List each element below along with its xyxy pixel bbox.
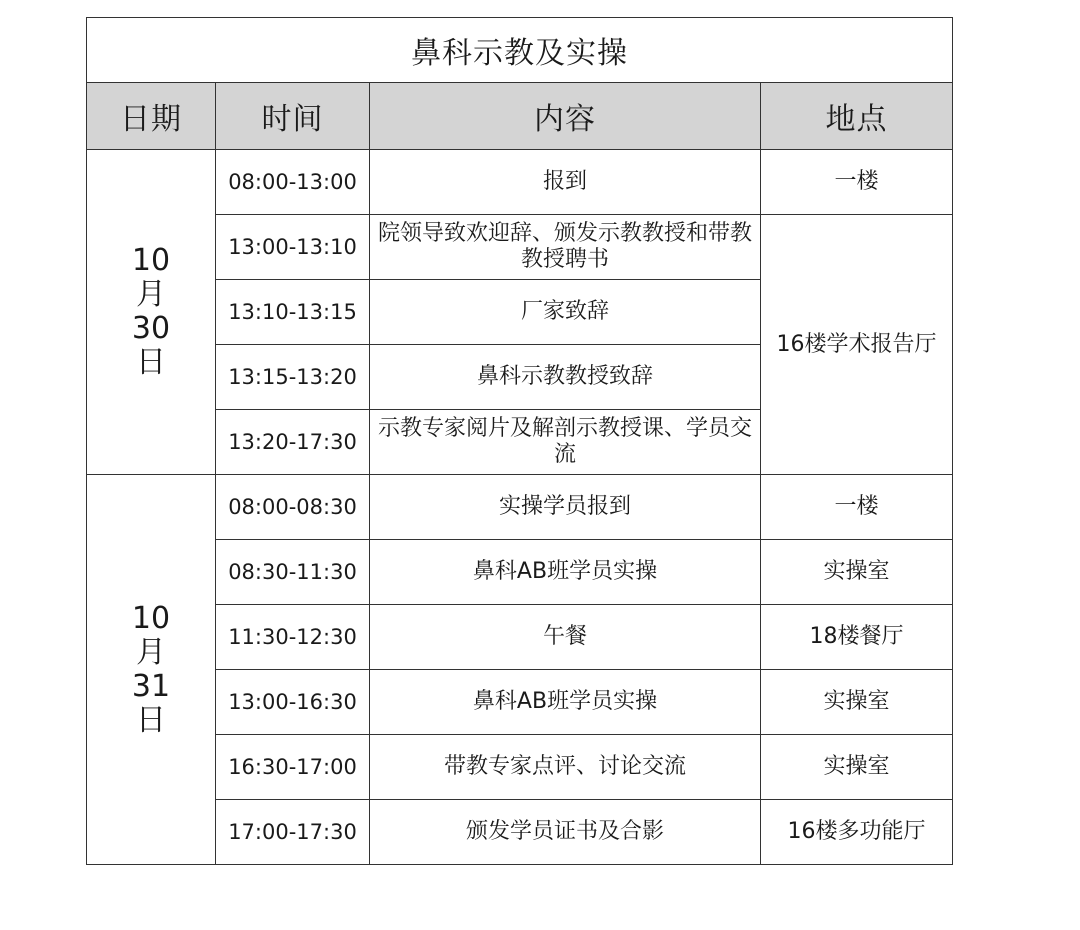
date-part: 10 — [131, 243, 171, 278]
table-title: 鼻科示教及实操 — [87, 18, 953, 83]
content-cell: 鼻科AB班学员实操 — [370, 670, 761, 735]
table-row — [87, 215, 953, 280]
title-row — [87, 18, 953, 83]
location-cell: 16楼学术报告厅 — [761, 215, 953, 475]
table-row — [87, 735, 953, 800]
header-date: 日期 — [87, 83, 216, 150]
time-cell: 17:00-17:30 — [216, 800, 370, 865]
content-cell: 报到 — [370, 150, 761, 215]
time-cell: 16:30-17:00 — [216, 735, 370, 800]
date-cell-oct31 — [87, 475, 216, 865]
location-cell: 一楼 — [761, 150, 953, 215]
location-cell: 实操室 — [761, 670, 953, 735]
content-cell: 带教专家点评、讨论交流 — [370, 735, 761, 800]
table-row — [87, 670, 953, 735]
time-cell: 08:30-11:30 — [216, 540, 370, 605]
header-content: 内容 — [370, 83, 761, 150]
date-part: 31 — [131, 668, 171, 704]
location-cell: 实操室 — [761, 540, 953, 605]
content-cell: 颁发学员证书及合影 — [370, 800, 761, 865]
content-cell: 示教专家阅片及解剖示教授课、学员交流 — [370, 410, 761, 475]
content-cell: 院领导致欢迎辞、颁发示教教授和带教教授聘书 — [370, 215, 761, 280]
time-cell: 08:00-13:00 — [216, 150, 370, 215]
time-cell: 13:20-17:30 — [216, 410, 370, 475]
date-part: 30 — [131, 311, 171, 346]
header-time: 时间 — [216, 83, 370, 150]
time-cell: 11:30-12:30 — [216, 605, 370, 670]
content-cell: 厂家致辞 — [370, 280, 761, 345]
date-part: 日 — [136, 702, 166, 738]
date-part: 月 — [136, 277, 166, 312]
header-row — [87, 83, 953, 150]
table-row — [87, 800, 953, 865]
table-row — [87, 605, 953, 670]
content-cell: 鼻科AB班学员实操 — [370, 540, 761, 605]
content-cell: 实操学员报到 — [370, 475, 761, 540]
date-part: 月 — [136, 634, 166, 670]
location-cell: 18楼餐厅 — [761, 605, 953, 670]
content-cell: 鼻科示教教授致辞 — [370, 345, 761, 410]
location-cell: 一楼 — [761, 475, 953, 540]
location-cell: 16楼多功能厅 — [761, 800, 953, 865]
date-part: 10 — [131, 600, 171, 636]
table-row — [87, 540, 953, 605]
content-cell: 午餐 — [370, 605, 761, 670]
table-row — [87, 150, 953, 215]
time-cell: 13:00-13:10 — [216, 215, 370, 280]
location-cell: 实操室 — [761, 735, 953, 800]
time-cell: 08:00-08:30 — [216, 475, 370, 540]
schedule-table — [86, 17, 953, 865]
time-cell: 13:00-16:30 — [216, 670, 370, 735]
header-location: 地点 — [761, 83, 953, 150]
time-cell: 13:10-13:15 — [216, 280, 370, 345]
time-cell: 13:15-13:20 — [216, 345, 370, 410]
date-cell-oct30 — [87, 150, 216, 475]
date-part: 日 — [136, 345, 166, 380]
table-row — [87, 475, 953, 540]
